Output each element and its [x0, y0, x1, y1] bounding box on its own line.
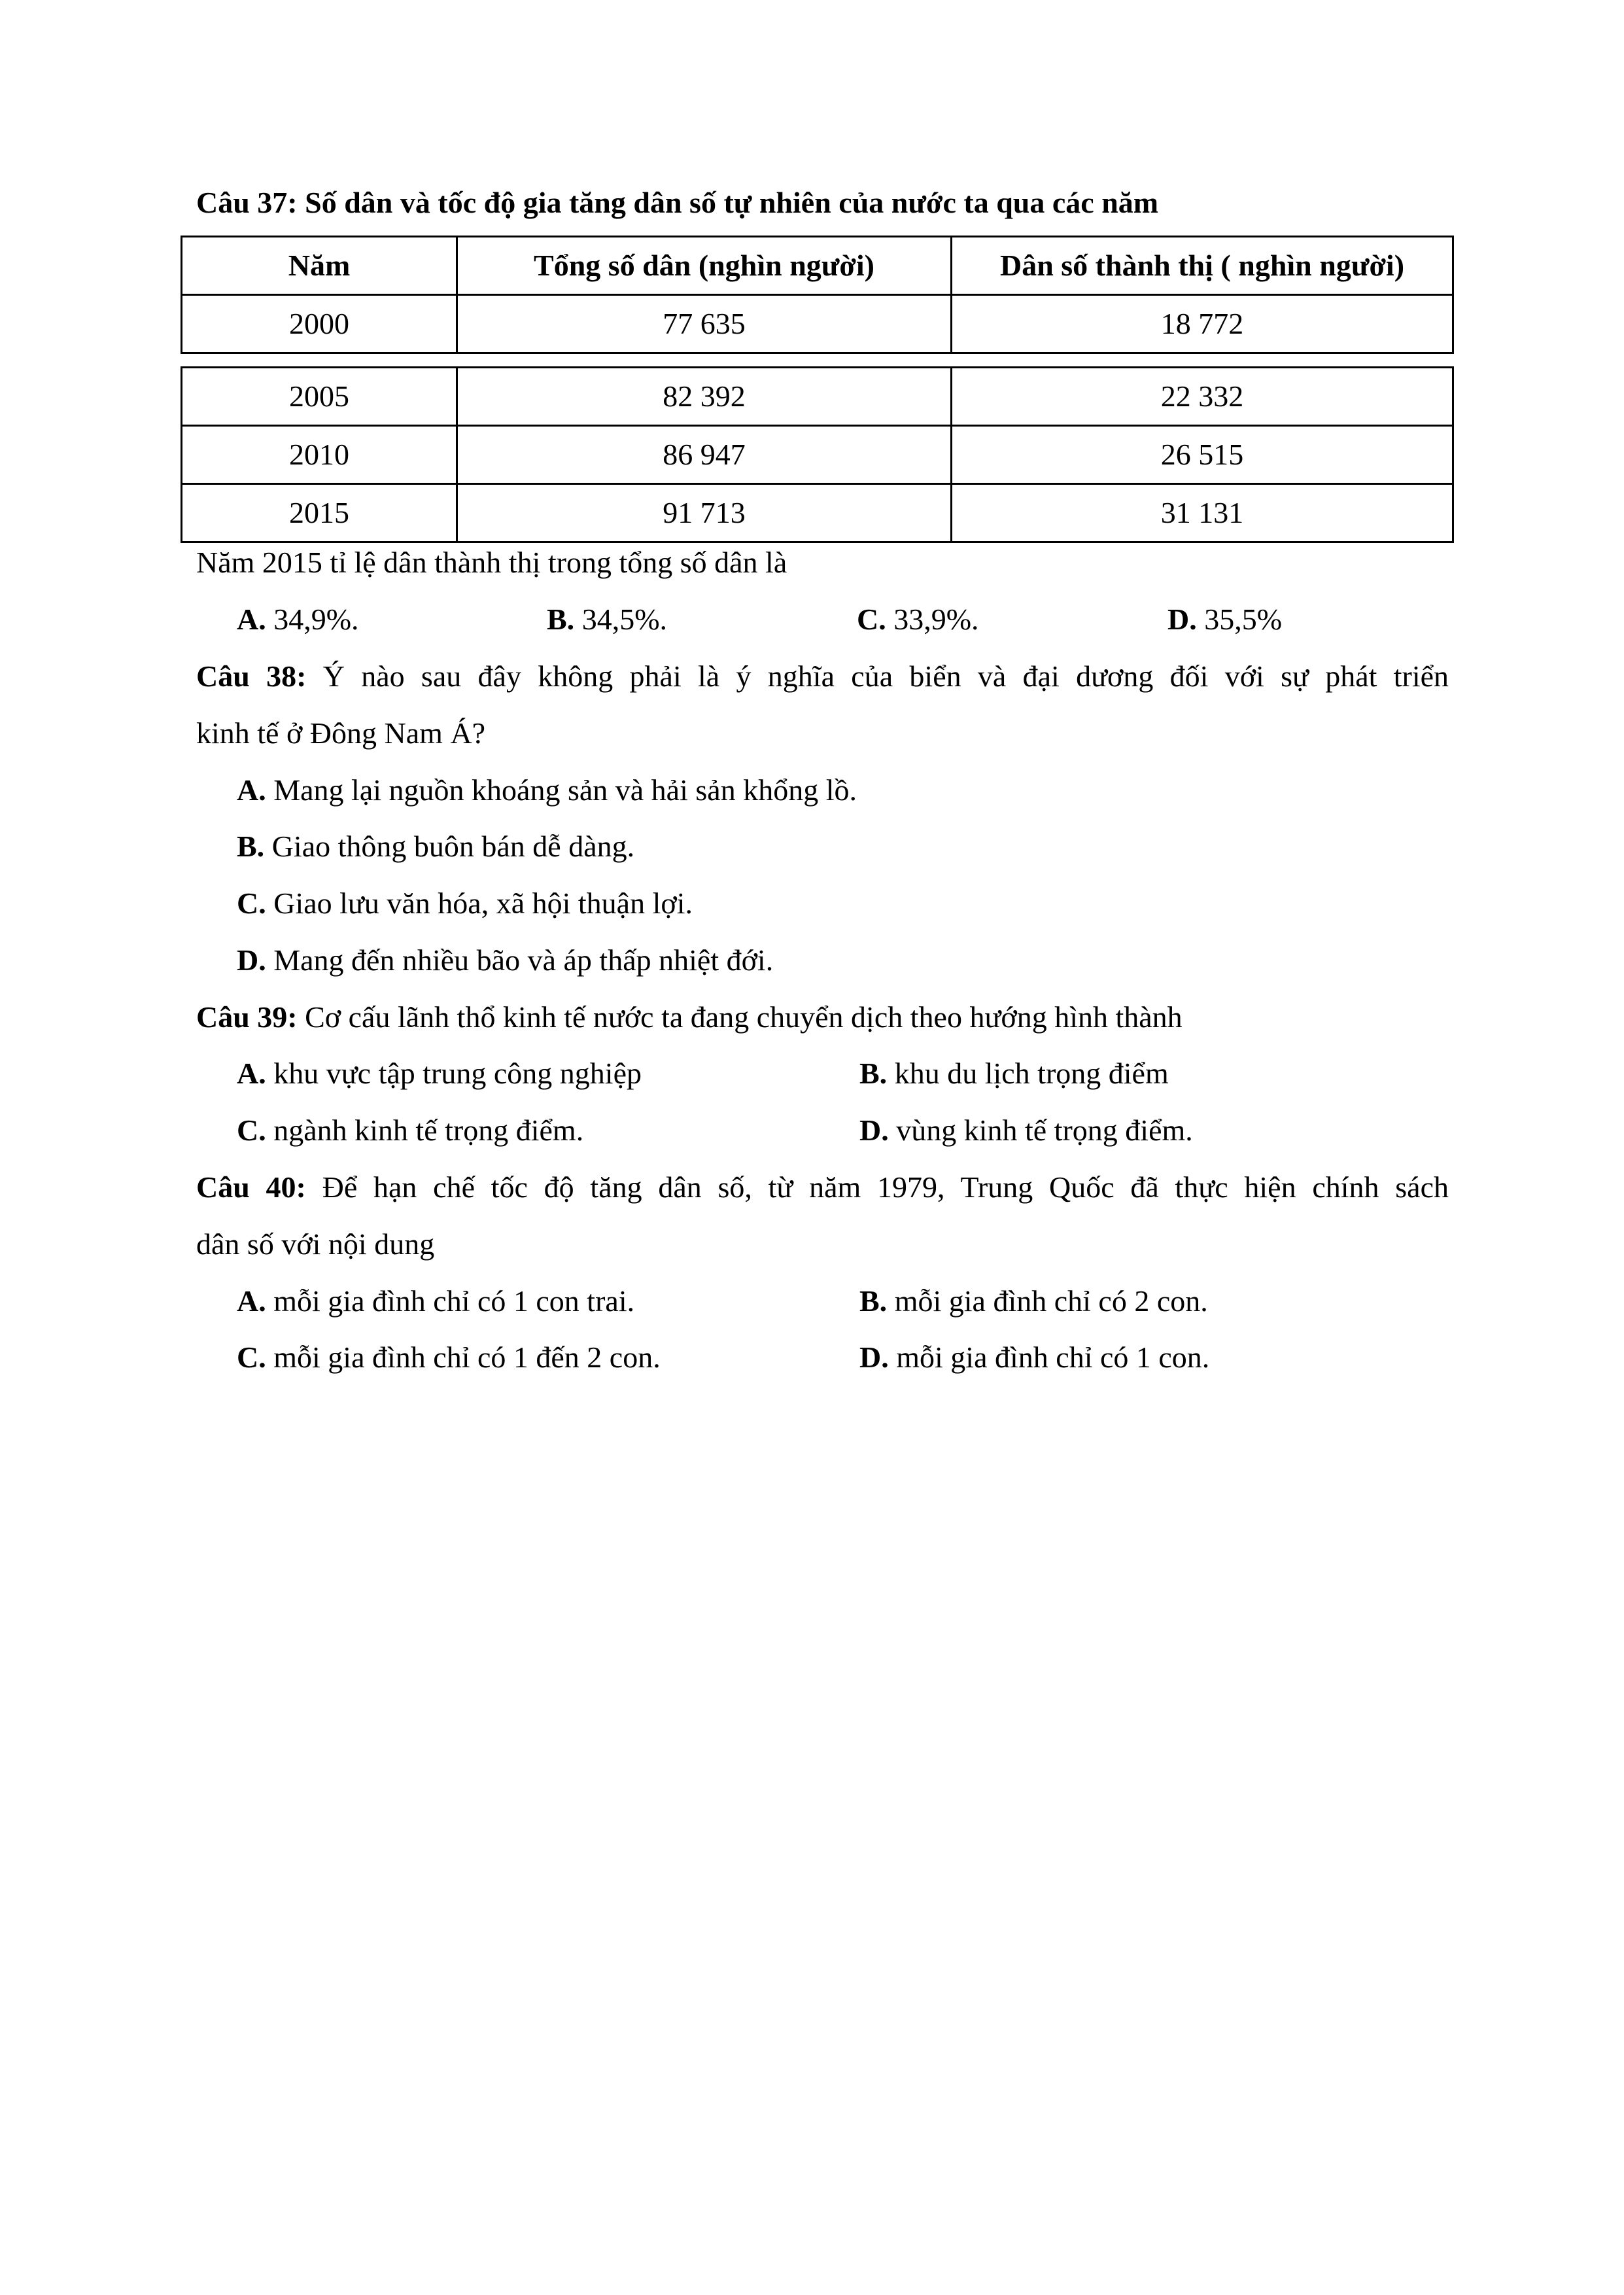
q40-text-line2: dân số với nội dung	[196, 1227, 435, 1261]
q38-option-d: D. Mang đến nhiều bão và áp thấp nhiệt đới.	[237, 943, 774, 977]
q37-title: Số dân và tốc độ gia tăng dân số tự nhiên của nước ta qua các năm	[305, 186, 1159, 219]
q39-label: Câu 39:	[196, 1000, 298, 1034]
table-row	[182, 368, 1453, 426]
q37-label: Câu 37:	[196, 186, 298, 219]
table-row	[182, 426, 1453, 484]
q38-option-a: A. Mang lại nguồn khoáng sản và hải sản khổng lồ.	[237, 773, 857, 807]
q38-text-line1: Câu 38: Ý nào sau đây không phải là ý nghĩa của biển và đại dương đối với sự phát triển	[196, 659, 1449, 693]
q40-label: Câu 40:	[196, 1170, 306, 1204]
q37-option-c: C. 33,9%.	[857, 603, 979, 636]
table-header-cell: Năm	[182, 237, 457, 295]
q37-option-b: B. 34,5%.	[547, 603, 668, 636]
table-cell: 91 713	[457, 484, 952, 542]
q40-option-a: A. mỗi gia đình chỉ có 1 con trai.	[237, 1284, 635, 1318]
table-header-cell: Tổng số dân (nghìn người)	[457, 237, 952, 295]
table-cell: 2010	[182, 426, 457, 484]
table-cell: 2015	[182, 484, 457, 542]
q38-text-line2: kinh tế ở Đông Nam Á?	[196, 716, 486, 750]
q39-option-b: B. khu du lịch trọng điểm	[859, 1057, 1169, 1090]
q38-label: Câu 38:	[196, 659, 307, 693]
q37-option-d: D. 35,5%	[1167, 603, 1283, 636]
q40-option-b: B. mỗi gia đình chỉ có 2 con.	[859, 1284, 1208, 1318]
table-row	[182, 295, 1453, 353]
q40-option-d: D. mỗi gia đình chỉ có 1 con.	[859, 1340, 1210, 1374]
q37-option-a: A. 34,9%.	[237, 603, 359, 636]
q37-table-bottom	[181, 366, 1454, 543]
table-cell: 86 947	[457, 426, 952, 484]
table-header-cell: Dân số thành thị ( nghìn người)	[952, 237, 1453, 295]
q38-option-c: C. Giao lưu văn hóa, xã hội thuận lợi.	[237, 886, 693, 920]
q39-text: Câu 39: Cơ cấu lãnh thổ kinh tế nước ta đang chuyển dịch theo hướng hình thành	[196, 1000, 1183, 1034]
table-cell: 26 515	[952, 426, 1453, 484]
q39-option-c: C. ngành kinh tế trọng điểm.	[237, 1113, 584, 1147]
table-header-row	[182, 237, 1453, 295]
q38-option-b: B. Giao thông buôn bán dễ dàng.	[237, 830, 635, 863]
table-cell: 31 131	[952, 484, 1453, 542]
table-cell: 18 772	[952, 295, 1453, 353]
q37-question: Năm 2015 tỉ lệ dân thành thị trong tổng số dân là	[196, 546, 787, 579]
table-cell: 77 635	[457, 295, 952, 353]
q37-heading	[196, 188, 1158, 218]
q39-option-d: D. vùng kinh tế trọng điểm.	[859, 1113, 1193, 1147]
q37-table-top	[181, 236, 1454, 354]
q40-text-line1: Câu 40: Để hạn chế tốc độ tăng dân số, từ năm 1979, Trung Quốc đã thực hiện chính sách	[196, 1170, 1449, 1204]
table-cell: 22 332	[952, 368, 1453, 426]
q39-option-a: A. khu vực tập trung công nghiệp	[237, 1057, 642, 1090]
table-cell: 2000	[182, 295, 457, 353]
q40-option-c: C. mỗi gia đình chỉ có 1 đến 2 con.	[237, 1340, 661, 1374]
table-cell: 82 392	[457, 368, 952, 426]
table-cell: 2005	[182, 368, 457, 426]
table-row	[182, 484, 1453, 542]
